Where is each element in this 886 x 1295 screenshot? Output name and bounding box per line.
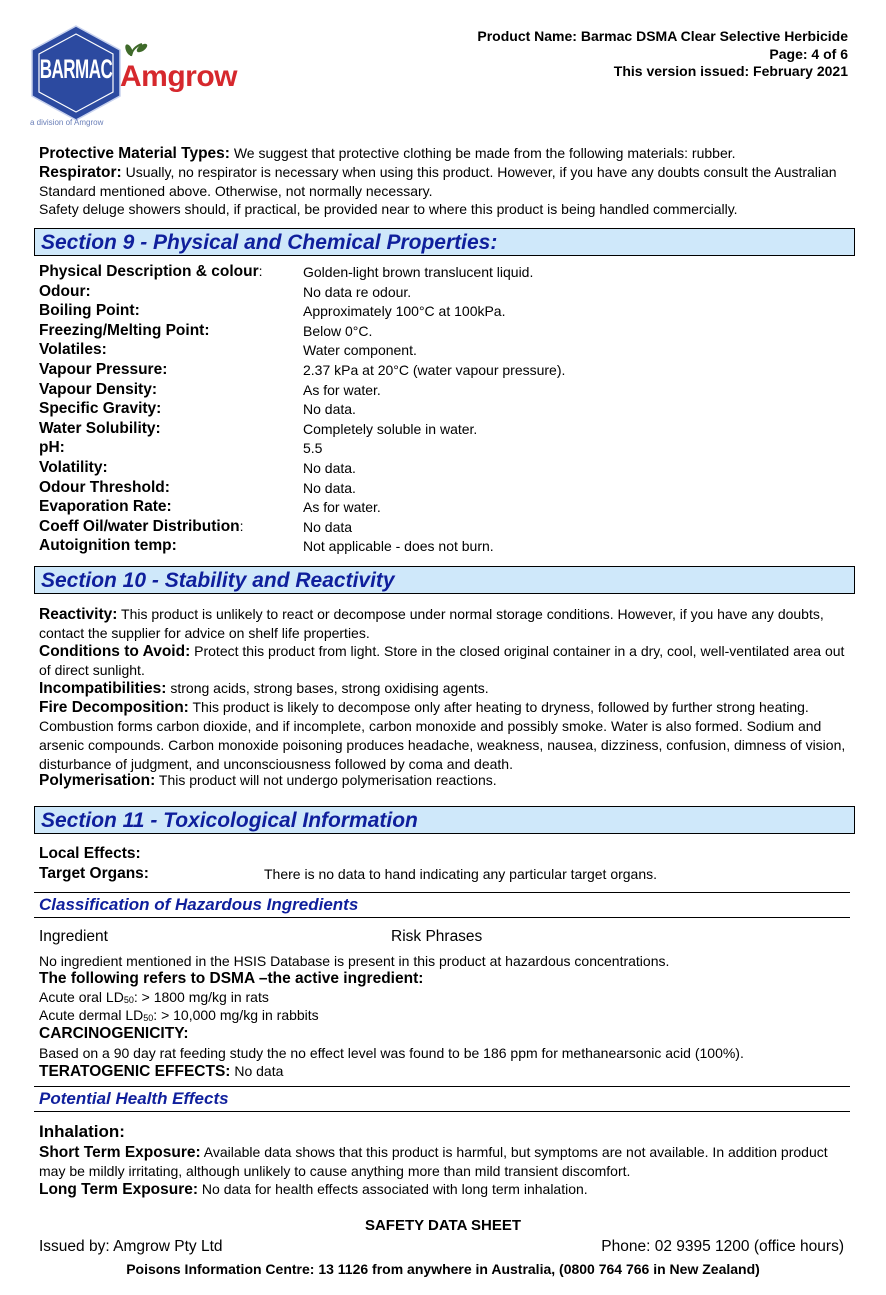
divider [34,1111,850,1112]
property-row [39,301,851,321]
conditions-label: Conditions to Avoid: [39,643,191,660]
divider [34,917,850,918]
carcinogenicity-text: Based on a 90 day rat feeding study the no effect level was found to be 186 ppm for methanearsonic acid (100%). [39,1045,744,1061]
version-date: This version issued: February 2021 [613,63,848,79]
section-10-title: Section 10 - Stability and Reactivity [41,569,395,592]
product-name: Product Name: Barmac DSMA Clear Selective Herbicide [477,28,848,44]
divider [34,892,850,893]
property-row [39,419,851,439]
short-term-exposure-paragraph [39,1143,851,1181]
property-value: Golden-light brown translucent liquid. [303,264,534,280]
property-value: No data [303,518,353,535]
property-row: Coeff Oil/water Distribution: No data [39,517,353,535]
property-row [39,497,851,517]
acute-dermal-ld50: Acute dermal $LD_{50}$: > 10,000 mg/kg in rabbits [39,1007,319,1023]
property-value: As for water. [303,381,381,398]
acute-oral-ld50: Acute oral $LD_{50}$: > 1800 mg/kg in rats [39,989,269,1005]
inhalation-heading: Inhalation: [39,1122,125,1141]
reactivity-label: Reactivity: [39,606,118,623]
potential-health-effects-heading: Potential Health Effects [39,1089,229,1108]
property-row [39,380,851,400]
polymerisation-paragraph [39,771,851,790]
poisons-information: Poisons Information Centre: 13 1126 from anywhere in Australia, (0800 764 766 in New Zealand) [126,1261,760,1277]
polymerisation-text: This product will not undergo polymerisation reactions. [155,772,497,788]
conditions-paragraph [39,642,851,680]
property-label: Volatility: [39,459,108,476]
conditions-text: Protect this product from light. Store in the closed original container in a dry, cool, well-ventilated area out of direct sunlight. [39,643,845,678]
short-term-label: Short Term Exposure: [39,1144,201,1161]
fire-decomposition-paragraph [39,698,851,774]
property-value: No data. [303,460,356,476]
risk-phrases-column-header: Risk Phrases [391,928,483,945]
property-row [39,536,851,556]
property-label: Volatiles: [39,341,107,359]
local-effects-label: Local Effects: [39,845,141,862]
incompatibilities-paragraph [39,679,851,698]
property-value: Completely soluble in water. [303,420,478,437]
property-value: No data. [303,401,356,418]
barmac-logo-text: BARMAC [39,54,113,85]
teratogenic-text: No data [230,1063,284,1079]
target-organs-label: Target Organs: [39,865,149,882]
property-label: Freezing/Melting Point: [39,321,210,339]
fire-decomposition-text: This product is likely to decompose only after heating to dryness, followed by further strong heating. Combustion forms carbon dioxide, and if incomplete, carbon monoxide and possibly smoke. Water is also formed. Sodium and arsenic compounds. Carbon monoxide poisoning produces headache, weakness, nausea, dizziness, confusion, dimness of vision, disturbance of judgment, and unconsciousness followed by coma and death. [39,699,846,772]
page-number: Page: 4 of 6 [769,45,848,62]
property-row [39,458,851,478]
target-organs-text: There is no data to hand indicating any particular target organs. [264,866,658,882]
property-row: Physical Description & colour: Golden-light brown translucent liquid. [39,263,534,280]
ingredient-column-header: Ingredient [39,928,108,945]
polymerisation-label: Polymerisation: [39,772,156,789]
issued-by: Issued by: Amgrow Pty Ltd [39,1238,223,1255]
property-label: Boiling Point: [39,302,140,320]
section-10-header [34,566,855,594]
amgrow-logo-text: Amgrow [120,60,237,93]
reactivity-text: This product is unlikely to react or decompose under normal storage conditions. However, if you have any doubts, contact the supplier for advice on shelf life properties. [39,606,824,641]
section-11-title: Section 11 - Toxicological Information [41,809,418,832]
property-label: Water Solubility: [39,419,161,437]
long-term-exposure-paragraph [39,1180,851,1199]
property-value: 2.37 kPa at 20°C (water vapour pressure). [303,362,566,378]
section-11-header [34,806,855,834]
company-logo [28,22,258,132]
property-label: Physical Description & colour [39,263,259,280]
deluge-showers-text: Safety deluge showers should, if practical, be provided near to where this product is being handled commercially. [39,201,738,217]
property-value: Below 0°C. [303,322,373,339]
incompatibilities-label: Incompatibilities: [39,680,167,697]
property-row [39,438,851,458]
property-label: Coeff Oil/water Distribution [39,517,240,535]
divider [34,1086,850,1087]
property-value: Not applicable - does not burn. [303,538,494,555]
section-9-header [34,228,855,256]
property-row [39,399,851,419]
property-label: Evaporation Rate: [39,498,172,516]
leaf-icon [124,42,149,57]
property-row [39,321,851,341]
property-value: No data. [303,479,356,496]
footer-title: SAFETY DATA SHEET [364,1217,522,1234]
property-label: Odour Threshold: [39,478,170,496]
hsis-statement: No ingredient mentioned in the HSIS Database is present in this product at hazardous concentrations. [39,953,670,969]
long-term-label: Long Term Exposure: [39,1181,199,1198]
incompatibilities-text: strong acids, strong bases, strong oxidising agents. [166,680,489,696]
property-value: Approximately 100°C at 100kPa. [303,303,506,320]
dsma-heading: The following refers to DSMA –the active ingredient: [39,970,424,987]
respirator-label: Respirator: [39,164,122,181]
document-header [477,28,848,81]
classification-heading: Classification of Hazardous Ingredients [39,895,359,914]
property-label: Odour: [39,282,91,300]
property-row [39,478,851,498]
respirator-paragraph [39,163,851,201]
fire-decomposition-label: Fire Decomposition: [39,699,189,716]
carcinogenicity-label: CARCINOGENICITY: [39,1025,189,1042]
teratogenic-paragraph [39,1062,283,1081]
property-label: Vapour Density: [39,380,157,398]
property-value: No data re odour. [303,283,412,300]
logo-tagline: a division of Amgrow [30,118,104,127]
property-label: pH: [39,439,65,457]
property-row [39,340,851,360]
property-label: Specific Gravity: [39,400,162,418]
property-row [39,282,851,302]
protective-label: Protective Material Types: [39,145,230,162]
phone-number: Phone: 02 9395 1200 (office hours) [601,1238,844,1255]
property-row [39,360,851,380]
property-value: As for water. [303,499,381,516]
teratogenic-label: TERATOGENIC EFFECTS: [39,1063,231,1080]
respirator-text: Usually, no respirator is necessary when using this product. However, if you have any doubts consult the Australian Standard mentioned above. Otherwise, not normally necessary. [39,164,837,199]
short-term-text: Available data shows that this product is harmful, but symptoms are not available. In addition product may be mildly irritating, although unlikely to cause anything more than mild transient discomfort. [39,1144,828,1179]
property-value: 5.5 [303,440,323,457]
reactivity-paragraph [39,605,851,643]
protective-material-paragraph [39,144,851,163]
protective-text: We suggest that protective clothing be made from the following materials: rubber. [229,145,736,161]
section-9-title: Section 9 - Physical and Chemical Properties: [41,231,498,254]
long-term-text: No data for health effects associated with long term inhalation. [198,1181,588,1197]
property-value: Water component. [303,342,417,359]
property-label: Vapour Pressure: [39,361,168,378]
property-label: Autoignition temp: [39,537,177,555]
